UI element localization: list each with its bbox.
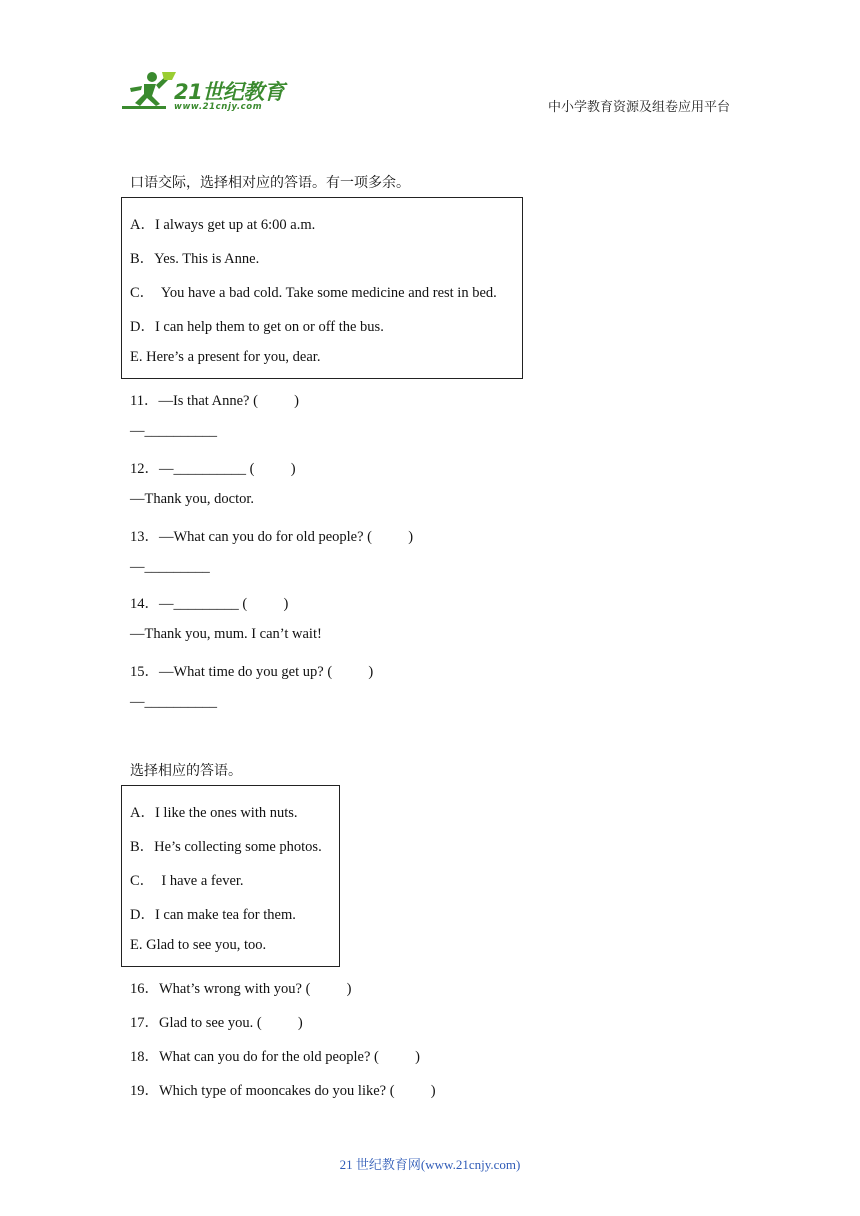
logo-url: www.21cnjy.com (174, 102, 263, 112)
section2-option-b: B．He’s collecting some photos. (130, 839, 322, 855)
section2-option-a: A．I like the ones with nuts. (130, 805, 298, 821)
reply-14: —Thank you, mum. I can’t wait! (130, 626, 322, 642)
section2-option-e: E. Glad to see you, too. (130, 937, 267, 953)
section1-option-d: D．I can help them to get on or off the bus. (130, 319, 384, 335)
question-14: 14．—_________ ( ) (130, 596, 289, 612)
reply-12: —Thank you, doctor. (130, 491, 255, 507)
question-17: 17．Glad to see you. ( ) (130, 1015, 303, 1031)
header-platform-text: 中小学教育资源及组卷应用平台 (547, 100, 730, 115)
section1-title: 口语交际，选择相对应的答语。有一项多余。 (130, 175, 410, 191)
answer-blank-13: —_________ (130, 559, 210, 575)
section2-option-d: D．I can make tea for them. (130, 907, 296, 923)
question-13: 13．—What can you do for old people? ( ) (130, 529, 414, 545)
question-15: 15．—What time do you get up? ( ) (130, 664, 374, 680)
site-logo (122, 70, 292, 116)
footer-site-link[interactable]: 21 世纪教育网(www.21cnjy.com) (339, 1157, 521, 1172)
logo-wordmark: 21世纪教育 (174, 80, 285, 104)
section2-option-c: C． I have a fever. (130, 873, 244, 889)
section1-option-e: E. Here’s a present for you, dear. (130, 349, 321, 365)
section1-option-c: C． You have a bad cold. Take some medicine and rest in bed. (130, 285, 497, 301)
answer-blank-15: —__________ (130, 694, 217, 710)
section1-option-b: B．Yes. This is Anne. (130, 251, 260, 267)
question-16: 16．What’s wrong with you? ( ) (130, 981, 352, 997)
section1-option-a: A．I always get up at 6:00 a.m. (130, 217, 316, 233)
runner-logo-icon (122, 70, 178, 114)
section2-title: 选择相应的答语。 (130, 763, 242, 779)
question-18: 18．What can you do for the old people? ( ) (130, 1049, 420, 1065)
answer-blank-11: —__________ (130, 423, 217, 439)
question-19: 19．Which type of mooncakes do you like? ( ) (130, 1083, 436, 1099)
question-12: 12．—__________ ( ) (130, 461, 296, 477)
question-11: 11．—Is that Anne? ( ) (130, 393, 300, 409)
